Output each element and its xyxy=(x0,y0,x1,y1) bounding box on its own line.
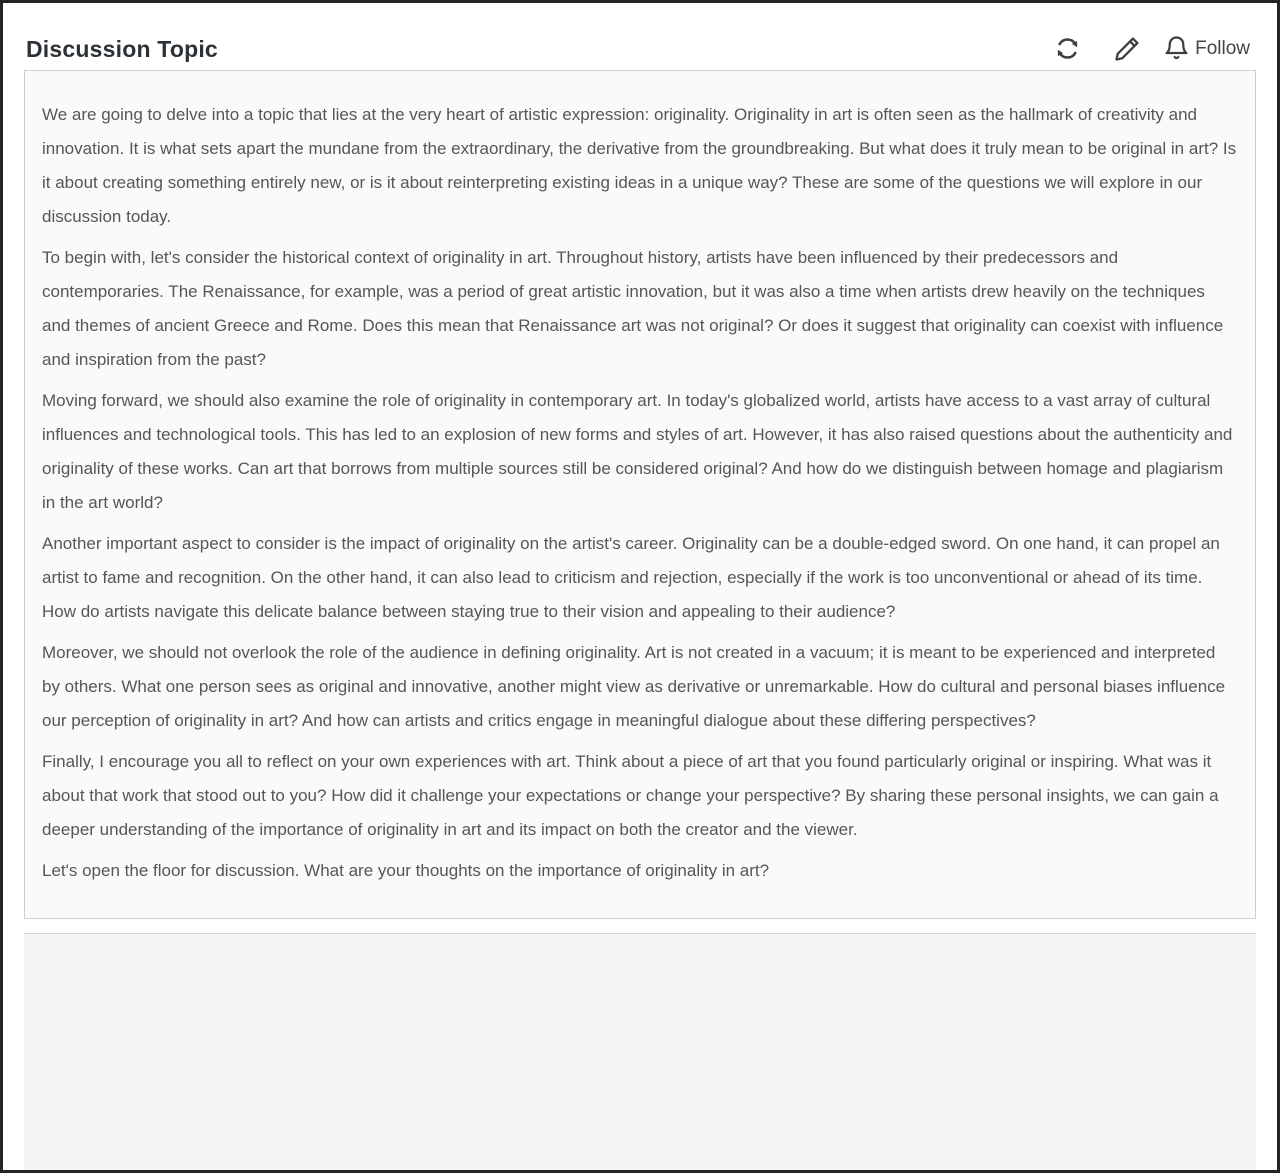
follow-button[interactable] xyxy=(1163,35,1250,62)
refresh-button[interactable] xyxy=(1054,35,1081,62)
topic-paragraph-3: Moving forward, we should also examine the role of originality in contemporary art. In today's globalized world, artists have access to a vast array of cultural influences and technological tools. This has led to an explosion of new forms and styles of art. However, it has also raised questions about the authenticity and originality of these works. Can art that borrows from multiple sources still be considered original? And how do we distinguish between homage and plagiarism in the art world? xyxy=(42,391,1233,512)
edit-button[interactable] xyxy=(1114,35,1141,62)
discussion-topic-content xyxy=(24,70,1256,919)
topic-paragraph-7: Let's open the floor for discussion. What are your thoughts on the importance of originality in art? xyxy=(42,861,770,880)
header-actions xyxy=(1054,35,1250,62)
follow-label: Follow xyxy=(1195,38,1250,59)
next-section-top-edge xyxy=(24,933,1256,1170)
topic-paragraph-1: We are going to delve into a topic that lies at the very heart of artistic expression: originality. Originality in art is often seen as the hallmark of creativity and innovation. It is what sets apart the mundane from the extraordinary, the derivative from the groundbreaking. But what does it truly mean to be original in art? Is it about creating something entirely new, or is it about reinterpreting existing ideas in a unique way? These are some of the questions we will explore in our discussion today. xyxy=(42,105,1237,226)
page-title: Discussion Topic xyxy=(26,36,218,62)
topic-paragraph-5: Moreover, we should not overlook the role of the audience in defining originality. Art is not created in a vacuum; it is meant to be experienced and interpreted by others. What one person sees as original and innovative, another might view as derivative or unremarkable. How do cultural and personal biases influence our perception of originality in art? And how can artists and critics engage in meaningful dialogue about these differing perspectives? xyxy=(42,643,1226,730)
topic-paragraph-6: Finally, I encourage you all to reflect on your own experiences with art. Think about a piece of art that you found particularly original or inspiring. What was it about that work that stood out to you? How did it challenge your expectations or change your perspective? By sharing these personal insights, we can gain a deeper understanding of the importance of originality in art and its impact on both the creator and the viewer. xyxy=(42,752,1219,839)
topic-paragraph-4: Another important aspect to consider is the impact of originality on the artist's career. Originality can be a double-edged sword. On one hand, it can propel an artist to fame and recognition. On the other hand, it can also lead to criticism and rejection, especially if the work is too unconventional or ahead of its time. How do artists navigate this delicate balance between staying true to their vision and appealing to their audience? xyxy=(42,534,1220,621)
topic-paragraph-2: To begin with, let's consider the historical context of originality in art. Throughout history, artists have been influenced by their predecessors and contemporaries. The Renaissance, for example, was a period of great artistic innovation, but it was also a time when artists drew heavily on the techniques and themes of ancient Greece and Rome. Does this mean that Renaissance art was not original? Or does it suggest that originality can coexist with influence and inspiration from the past? xyxy=(42,248,1224,369)
discussion-header xyxy=(3,3,1277,70)
refresh-icon xyxy=(1054,35,1081,62)
bell-icon xyxy=(1163,35,1190,62)
pencil-icon xyxy=(1114,35,1141,62)
